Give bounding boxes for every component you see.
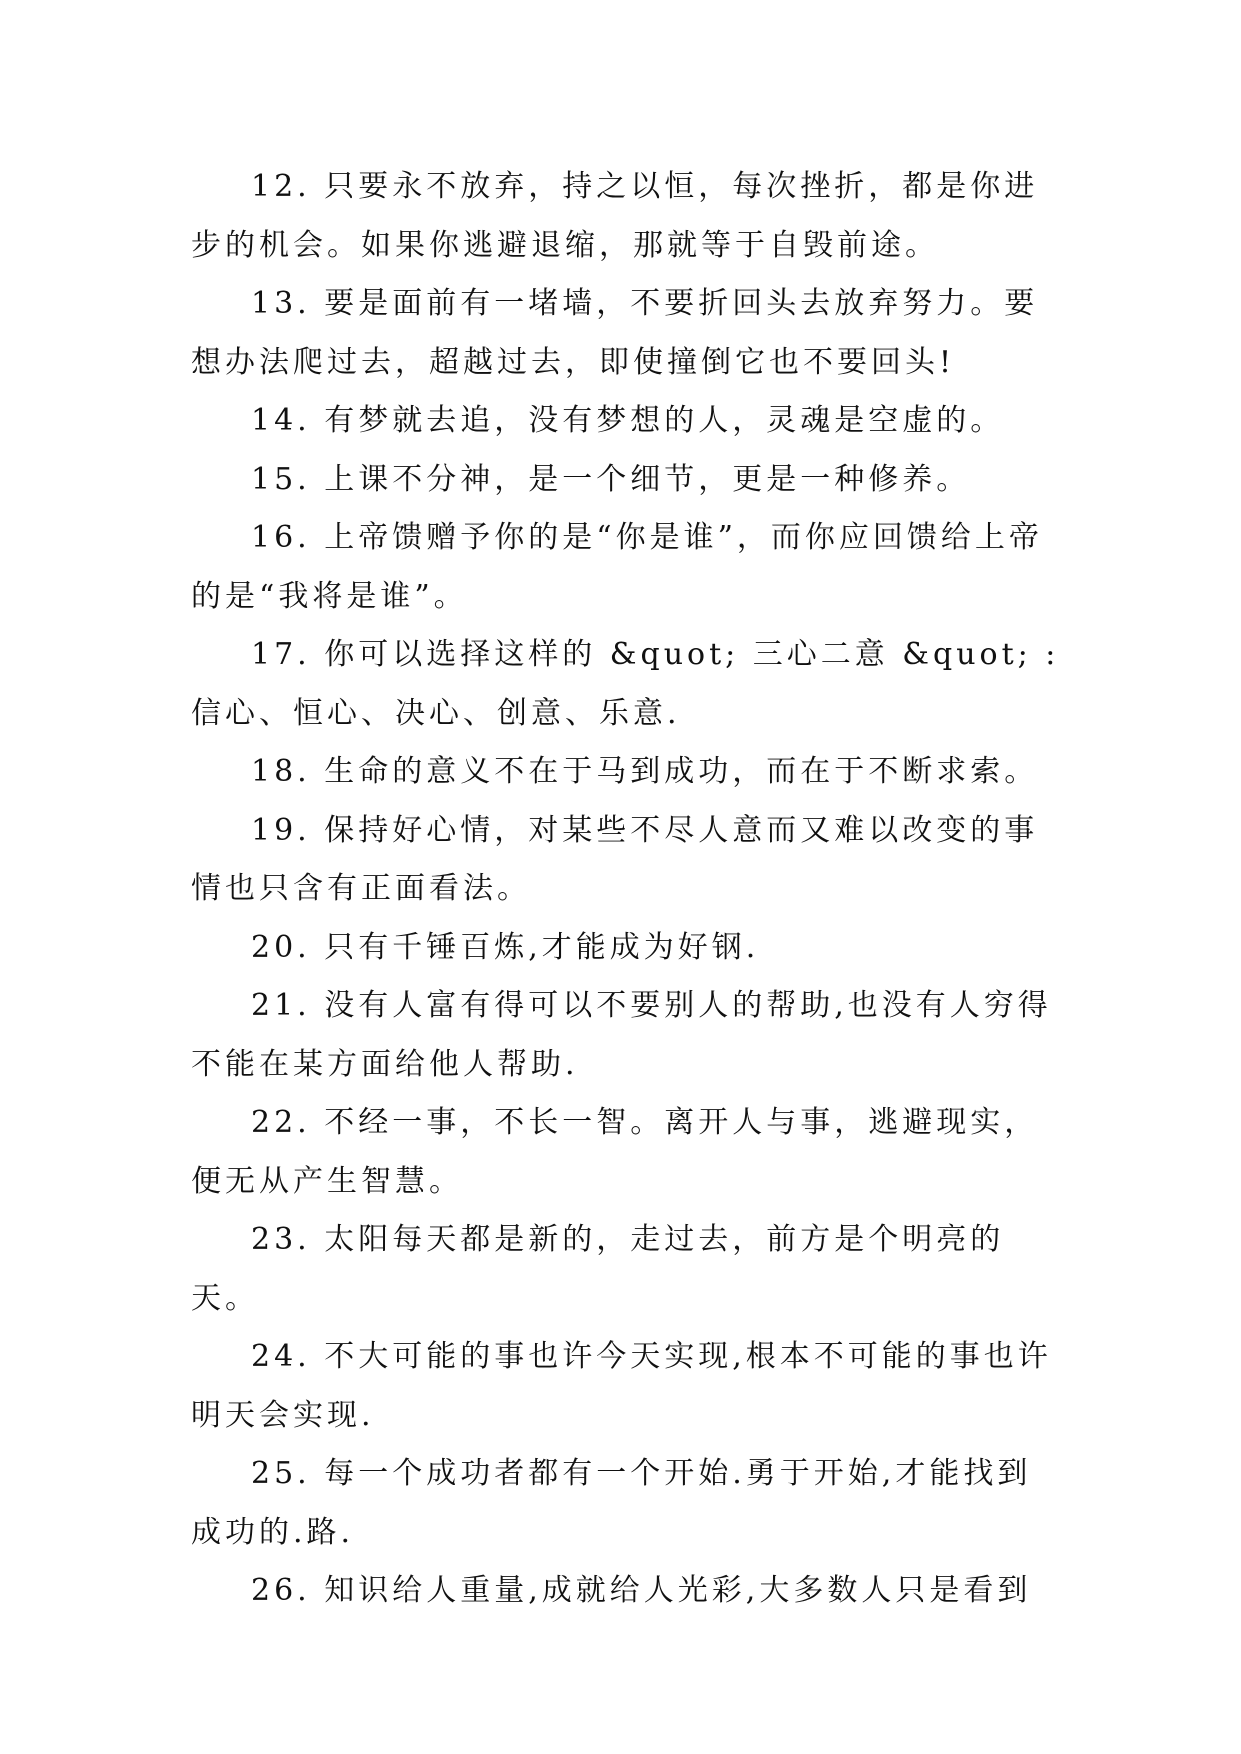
quote-paragraph-24: 24. 不大可能的事也许今天实现,根本不可能的事也许明天会实现. <box>191 1339 1052 1433</box>
quote-paragraph-22: 22. 不经一事，不长一智。离开人与事，逃避现实，便无从产生智慧。 <box>191 1105 1039 1199</box>
quote-paragraph-15: 15. 上课不分神，是一个细节，更是一种修养。 <box>251 461 971 497</box>
quote-paragraph-18: 18. 生命的意义不在于马到成功，而在于不断求索。 <box>251 754 1039 789</box>
quote-paragraph-25: 25. 每一个成功者都有一个开始.勇于开始,才能找到成功的.路. <box>191 1456 1032 1550</box>
quote-paragraph-17: 17. 你可以选择这样的 &quot; 三心二意 &quot; :信心、恒心、决心、创意、乐意. <box>191 637 1060 731</box>
quote-paragraph-19: 19. 保持好心情，对某些不尽人意而又难以改变的事情也只含有正面看法。 <box>191 812 1039 906</box>
quote-paragraph-20: 20. 只有千锤百炼,才能成为好钢. <box>251 929 760 965</box>
quote-paragraph-26: 26. 知识给人重量,成就给人光彩,大多数人只是看到 <box>251 1573 1032 1608</box>
quote-paragraph-13: 13. 要是面前有一堵墙，不要折回头去放弃努力。要想办法爬过去，超越过去，即使撞倒它也不要回头! <box>191 286 1039 380</box>
quote-paragraph-16: 16. 上帝馈赠予你的是“你是谁”，而你应回馈给上帝的是“我将是谁”。 <box>191 520 1043 614</box>
quote-paragraph-14: 14. 有梦就去追，没有梦想的人，灵魂是空虚的。 <box>251 403 1005 438</box>
quote-paragraph-12: 12. 只要永不放弃，持之以恒，每次挫折，都是你进步的机会。如果你逃避退缩，那就等于自毁前途。 <box>191 169 1039 263</box>
quote-paragraph-21: 21. 没有人富有得可以不要别人的帮助,也没有人穷得不能在某方面给他人帮助. <box>191 988 1052 1082</box>
document-body <box>191 158 1061 1621</box>
quote-paragraph-23: 23. 太阳每天都是新的，走过去，前方是个明亮的天。 <box>191 1222 1005 1316</box>
